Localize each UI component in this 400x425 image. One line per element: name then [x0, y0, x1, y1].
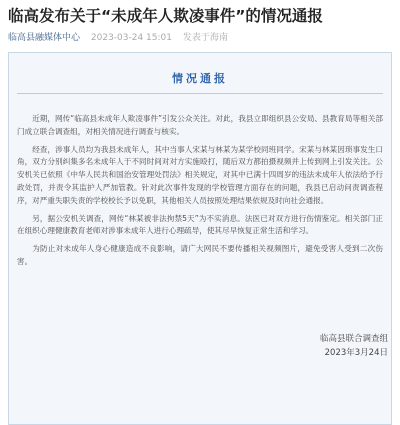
notice-signature-block	[320, 332, 388, 360]
notice-paragraph: 近期，网传“临高县未成年人欺凌事件”引发公众关注。对此，我县立即组织县公安局、县教育局等相关部门成立联合调查组，对相关情况进行调查与核实。	[17, 114, 383, 136]
notice-header	[9, 53, 391, 103]
article-source[interactable]: 临高县融媒体中心	[8, 33, 81, 43]
notice-body	[17, 113, 383, 274]
article-location: 发表于海南	[182, 33, 228, 43]
notice-document	[8, 52, 392, 425]
notice-signature: 临高县联合调查组	[319, 334, 388, 344]
article-title: 临高发布关于“未成年人欺凌事件”的情况通报	[8, 7, 323, 25]
notice-date: 2023年3月24日	[324, 348, 388, 358]
article-time: 2023-03-24 15:01	[90, 33, 172, 43]
notice-paragraph: 为防止对未成年人身心健康造成不良影响，请广大网民不要传播相关视频图片，避免受害人受到二次伤害。	[17, 244, 383, 266]
heading-divider	[17, 93, 383, 94]
notice-paragraph: 另，据公安机关调查，网传“林某被非法拘禁5天”为不实消息。法医已对双方进行伤情鉴定。相关部门正在组织心理健康教育老师对涉事未成年人进行心理疏导，使其尽早恢复正常生活和学习。	[17, 213, 383, 236]
notice-paragraph: 经查，涉事人员均为我县未成年人，其中当事人宋某与林某为某学校同班同学。宋某与林某因琐事发生口角，双方分别纠集多名未成年人于不同时间对对方实施殴打，随后双方都拍摄视频并上传到网上引发关注。公安机关已依照《中华人民共和国治安管理处罚法》相关规定，对其中已满十四周岁的违法未成年人依法给予行政处罚，并责令其监护人严加管教。针对此次事件发现的学校管理方面存在的问题，我县已启动问责调查程序，对严重失职失责的学校校长予以免职，其他相关人员按照处理结果依规及时向社会通报。	[17, 144, 383, 205]
notice-heading: 情况通报	[172, 72, 228, 85]
article-meta	[8, 32, 394, 44]
